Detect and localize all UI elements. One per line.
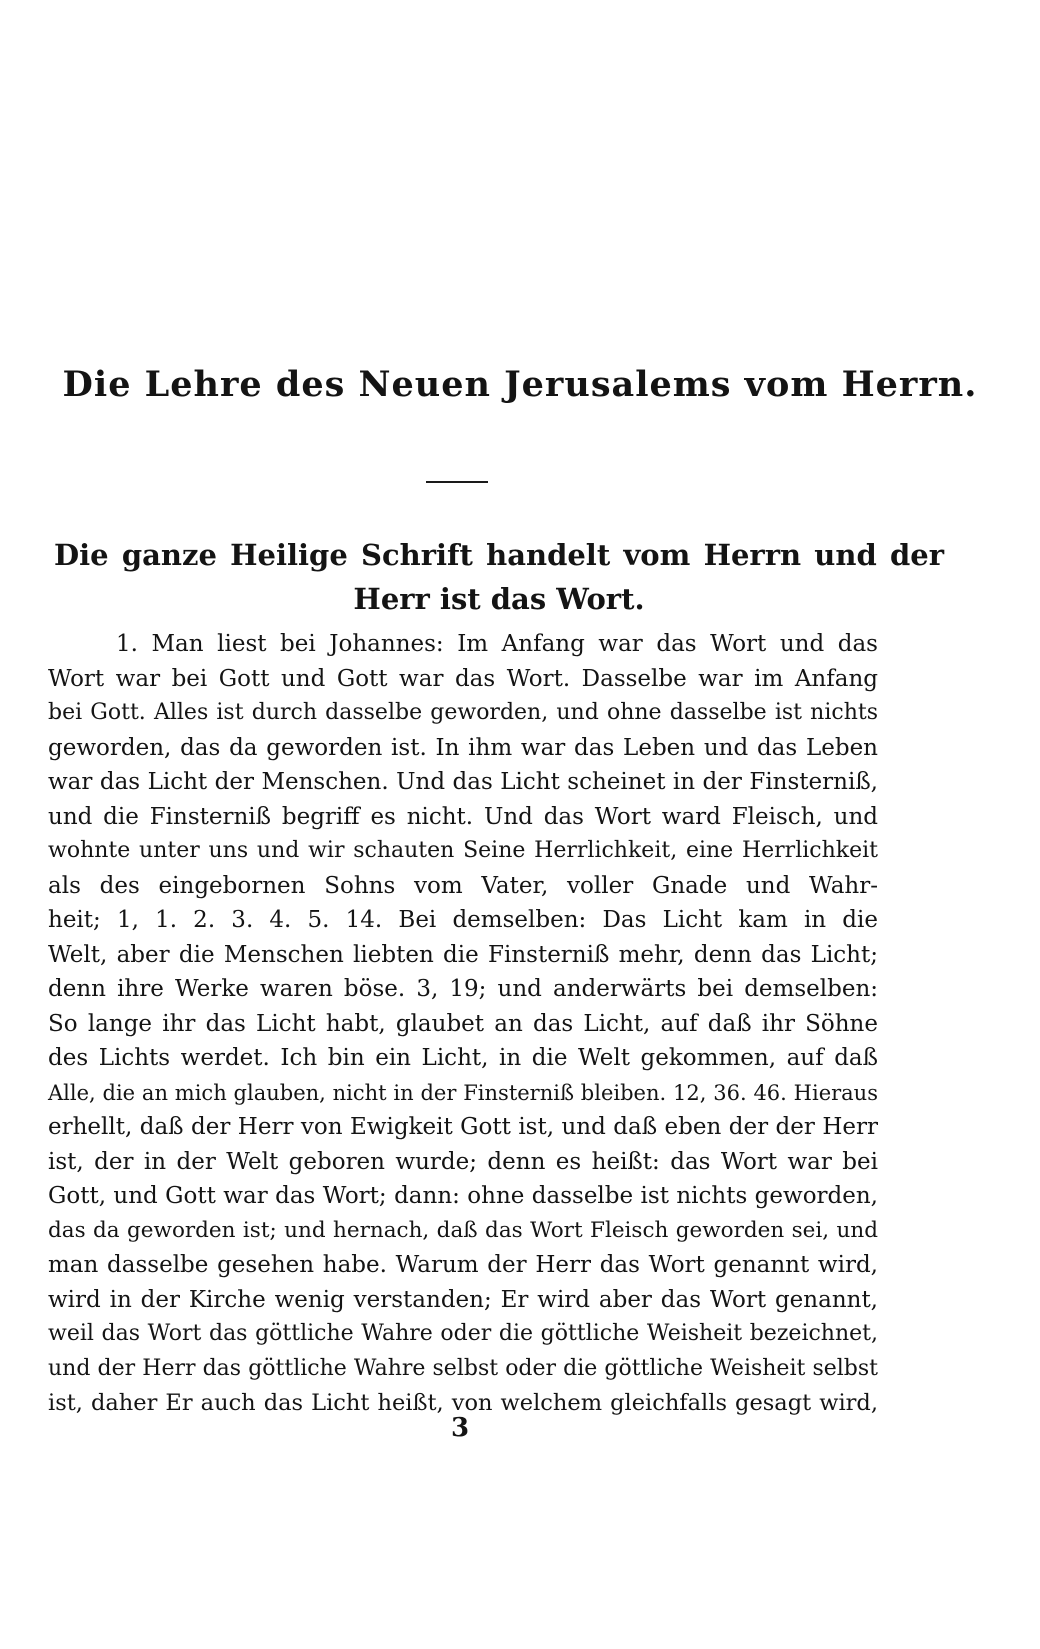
section-heading-line-2: Herr ist das Wort. <box>353 582 645 616</box>
title-divider <box>426 481 488 483</box>
text-line: denn ihre Werke waren böse. 3, 19; und anderwärts bei demselben: <box>48 976 878 1002</box>
text-line: Welt, aber die Menschen liebten die Finsterniß mehr, denn das Licht; <box>48 941 878 968</box>
text-line: erhellt, daß der Herr von Ewigkeit Gott ist, und daß eben der der Herr <box>48 1114 878 1140</box>
text-line: geworden, das da geworden ist. In ihm war das Leben und das Leben <box>48 734 878 761</box>
text-line: 1. Man liest bei Johannes: Im Anfang war das Wort und das <box>116 631 878 657</box>
paragraph-1 <box>48 627 878 1421</box>
text-line: Alle, die an mich glauben, nicht in der Finsterniß bleiben. 12, 36. 46. Hieraus <box>48 1080 878 1105</box>
text-line: weil das Wort das göttliche Wahre oder die göttliche Weisheit bezeichnet, <box>48 1321 878 1346</box>
page-number: 3 <box>450 1413 470 1443</box>
text-line: und der Herr das göttliche Wahre selbst oder die göttliche Weisheit selbst <box>48 1355 878 1381</box>
text-line: das da geworden ist; und hernach, daß das Wort Fleisch geworden sei, und <box>48 1217 878 1243</box>
text-line: bei Gott. Alles ist durch dasselbe geworden, und ohne dasselbe ist nichts <box>48 700 878 725</box>
text-line: heit; 1, 1. 2. 3. 4. 5. 14. Bei demselben: Das Licht kam in die <box>48 907 878 933</box>
text-line: So lange ihr das Licht habt, glaubet an das Licht, auf daß ihr Söhne <box>48 1010 878 1037</box>
text-line: Gott, und Gott war das Wort; dann: ohne dasselbe ist nichts geworden, <box>48 1183 878 1209</box>
text-line: ist, daher Er auch das Licht heißt, von welchem gleichfalls gesagt wird, <box>48 1390 878 1416</box>
page-title: Die Lehre des Neuen Jerusalems vom Herrn. <box>62 364 978 405</box>
text-line: und die Finsterniß begriff es nicht. Und das Wort ward Fleisch, und <box>48 803 878 830</box>
text-line: des Lichts werdet. Ich bin ein Licht, in die Welt gekommen, auf daß <box>48 1045 878 1071</box>
text-line: Wort war bei Gott und Gott war das Wort. Dasselbe war im Anfang <box>48 665 878 692</box>
text-line: wohnte unter uns und wir schauten Seine Herrlichkeit, eine Herrlichkeit <box>48 838 878 863</box>
text-line: als des eingebornen Sohns vom Vater, voller Gnade und Wahr- <box>48 872 878 899</box>
text-line: man dasselbe gesehen habe. Warum der Herr das Wort genannt wird, <box>48 1252 878 1278</box>
section-heading-line-1: Die ganze Heilige Schrift handelt vom Herrn und der <box>54 538 944 572</box>
text-line: war das Licht der Menschen. Und das Licht scheinet in der Finsterniß, <box>48 769 878 795</box>
text-line: ist, der in der Welt geboren wurde; denn es heißt: das Wort war bei <box>48 1148 878 1175</box>
text-line: wird in der Kirche wenig verstanden; Er wird aber das Wort genannt, <box>48 1286 878 1313</box>
section-heading <box>54 533 944 621</box>
